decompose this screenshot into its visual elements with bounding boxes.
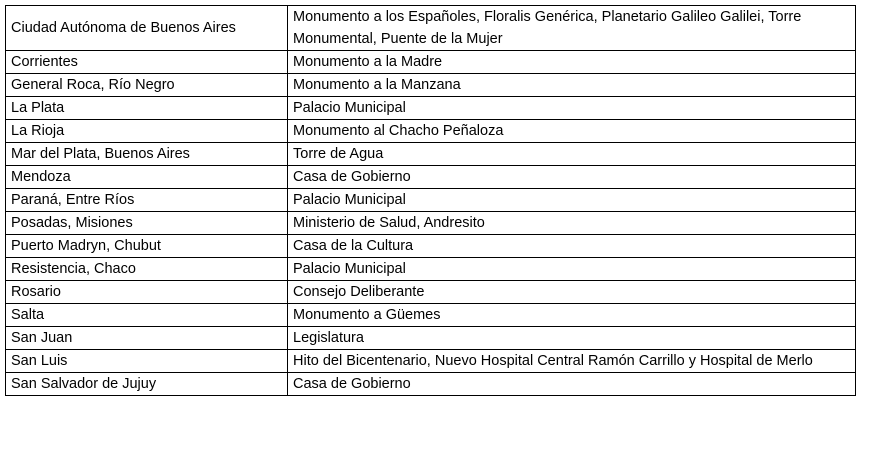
table-row xyxy=(6,74,856,97)
city-cell: San Juan xyxy=(6,327,288,350)
table-row xyxy=(6,6,856,51)
city-cell: Mar del Plata, Buenos Aires xyxy=(6,143,288,166)
city-cell: Rosario xyxy=(6,281,288,304)
city-cell: San Salvador de Jujuy xyxy=(6,373,288,396)
city-cell: Mendoza xyxy=(6,166,288,189)
city-cell: Puerto Madryn, Chubut xyxy=(6,235,288,258)
monument-cell: Palacio Municipal xyxy=(288,97,856,120)
monument-cell: Casa de Gobierno xyxy=(288,166,856,189)
monument-cell: Legislatura xyxy=(288,327,856,350)
monument-cell: Monumento a la Madre xyxy=(288,51,856,74)
monument-cell: Casa de Gobierno xyxy=(288,373,856,396)
monument-cell: Monumento a Güemes xyxy=(288,304,856,327)
cities-monuments-table xyxy=(5,5,856,396)
table-row xyxy=(6,97,856,120)
table-row xyxy=(6,304,856,327)
city-cell: Corrientes xyxy=(6,51,288,74)
city-cell: Paraná, Entre Ríos xyxy=(6,189,288,212)
city-cell: General Roca, Río Negro xyxy=(6,74,288,97)
city-cell: San Luis xyxy=(6,350,288,373)
monument-cell: Torre de Agua xyxy=(288,143,856,166)
monument-cell: Ministerio de Salud, Andresito xyxy=(288,212,856,235)
table-row xyxy=(6,189,856,212)
table-row xyxy=(6,166,856,189)
monument-cell: Consejo Deliberante xyxy=(288,281,856,304)
table-body xyxy=(6,6,856,396)
table-row xyxy=(6,373,856,396)
table-row xyxy=(6,235,856,258)
table-row xyxy=(6,212,856,235)
monument-cell: Monumento a la Manzana xyxy=(288,74,856,97)
city-cell: Salta xyxy=(6,304,288,327)
table-row xyxy=(6,51,856,74)
monument-cell: Monumento a los Españoles, Floralis Genérica, Planetario Galileo Galilei, Torre Monumental, Puente de la Mujer xyxy=(288,6,856,51)
table-row xyxy=(6,258,856,281)
table-row xyxy=(6,281,856,304)
table-row xyxy=(6,120,856,143)
monument-cell: Palacio Municipal xyxy=(288,189,856,212)
city-cell: Ciudad Autónoma de Buenos Aires xyxy=(6,6,288,51)
table-row xyxy=(6,143,856,166)
table-row xyxy=(6,350,856,373)
monument-cell: Palacio Municipal xyxy=(288,258,856,281)
city-cell: Posadas, Misiones xyxy=(6,212,288,235)
monument-cell: Casa de la Cultura xyxy=(288,235,856,258)
monument-cell: Monumento al Chacho Peñaloza xyxy=(288,120,856,143)
monument-cell: Hito del Bicentenario, Nuevo Hospital Central Ramón Carrillo y Hospital de Merlo xyxy=(288,350,856,373)
city-cell: La Plata xyxy=(6,97,288,120)
city-cell: Resistencia, Chaco xyxy=(6,258,288,281)
table-row xyxy=(6,327,856,350)
city-cell: La Rioja xyxy=(6,120,288,143)
